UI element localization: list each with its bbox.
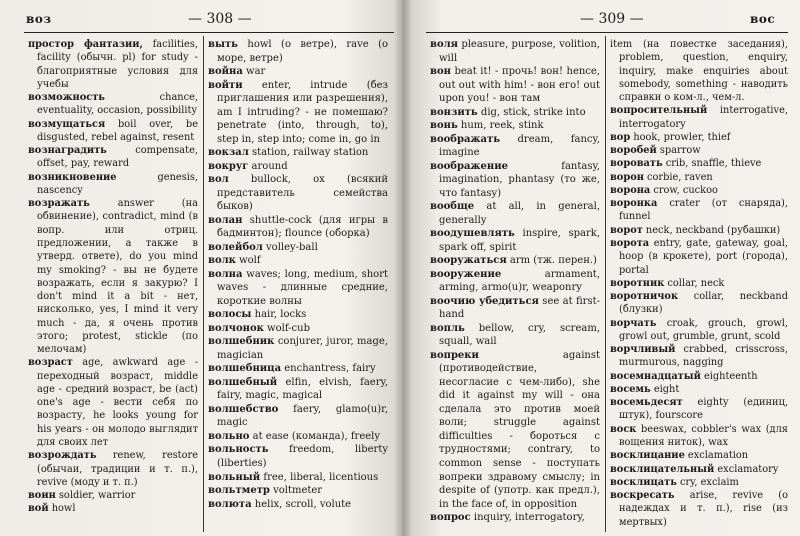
entry-headword: воротничок bbox=[610, 291, 679, 303]
right-page bbox=[402, 0, 800, 536]
entry-definition: around bbox=[248, 160, 288, 172]
entry-headword: возражать bbox=[28, 198, 90, 210]
entry-definition: chance, eventuality, occasion, possibility bbox=[37, 92, 198, 117]
entry-headword: воображать bbox=[430, 133, 500, 145]
dictionary-entry bbox=[430, 119, 600, 133]
entry-headword: вопрос bbox=[430, 512, 471, 524]
right-guide-word: вос bbox=[750, 12, 776, 26]
dictionary-entry bbox=[208, 484, 388, 498]
dictionary-entry bbox=[610, 463, 788, 476]
dictionary-entry bbox=[28, 449, 198, 489]
entry-headword: война bbox=[208, 66, 243, 78]
entry-definition: pleasure, purpose, volition, will bbox=[439, 39, 600, 64]
entry-headword: ворчать bbox=[610, 317, 657, 329]
left-guide-word: воз bbox=[26, 12, 52, 26]
dictionary-entry bbox=[28, 91, 198, 118]
entry-headword: восклицательный bbox=[610, 463, 715, 475]
dictionary-entry bbox=[208, 173, 388, 214]
dictionary-entry bbox=[610, 489, 788, 529]
dictionary-entry bbox=[430, 160, 600, 201]
entry-headword: волшебство bbox=[208, 403, 279, 415]
entry-definition: crow, cuckoo bbox=[650, 184, 718, 196]
entry-definition: crib, snaffle, thieve bbox=[662, 158, 762, 170]
dictionary-entry bbox=[208, 65, 388, 79]
entry-definition: age, awkward age - переходный возраст, middle age - средний возраст, be (act) one's age - вести себя по возрасту, he looks young for his years - он молодо выглядит для своих лет bbox=[37, 357, 198, 448]
dictionary-entry bbox=[28, 38, 198, 91]
entry-headword: войти bbox=[208, 79, 243, 91]
dictionary-entry bbox=[610, 144, 788, 157]
entry-headword: воровать bbox=[610, 158, 663, 170]
entry-definition: fantasy, imagination, phantasy (то же, что fantasy) bbox=[439, 160, 600, 199]
entry-headword: волан bbox=[208, 214, 243, 226]
entry-headword: вознаградить bbox=[28, 145, 107, 157]
entry-definition: wolf bbox=[235, 255, 261, 267]
dictionary-entry bbox=[208, 322, 388, 336]
entry-headword: вор bbox=[610, 131, 631, 143]
entry-headword: простор фантазии, bbox=[28, 39, 143, 50]
dictionary-entry bbox=[610, 104, 788, 131]
entry-definition: enter, intrude (без приглашения или разрешения), am I intruding? - не помешаю? penetrate (into, through, to), step in, step into; come in, go in bbox=[217, 79, 388, 145]
entry-definition: conjurer, juror, mage, magician bbox=[217, 336, 388, 361]
entry-definition: entry, gate, gateway, goal, hoop (в крокете), port (города), portal bbox=[619, 237, 788, 276]
dictionary-entry bbox=[208, 214, 388, 241]
entry-definition: hum, reek, stink bbox=[457, 120, 544, 132]
entry-headword: возраст bbox=[28, 357, 73, 369]
entry-definition: eight bbox=[650, 383, 680, 395]
entry-definition: arise, revive (о надеждах и т. п.), rise (из мертвых) bbox=[619, 490, 788, 528]
entry-headword: ворон bbox=[610, 171, 644, 183]
dictionary-entry bbox=[208, 335, 388, 362]
entry-definition: dream, fancy, imagine bbox=[439, 133, 600, 159]
entry-definition: shuttle-cock (для игры в бадминтон); flounce (оборка) bbox=[217, 214, 388, 240]
entry-definition: elfin, elvish, faery, fairy, magic, magical bbox=[217, 376, 388, 402]
entry-definition: neck, neckband (рубашки) bbox=[642, 224, 781, 236]
dictionary-entry bbox=[610, 476, 788, 489]
entry-headword: волк bbox=[208, 255, 236, 267]
dictionary-entry bbox=[610, 171, 788, 184]
entry-headword: воин bbox=[28, 490, 56, 502]
entry-definition: beeswax, cobbler's wax (для вощения ниток), wax bbox=[619, 423, 788, 448]
dictionary-entry bbox=[208, 376, 388, 403]
dictionary-entry bbox=[208, 403, 388, 430]
entry-definition: at ease (команда), freely bbox=[249, 430, 381, 442]
entry-definition: collar, neckband (блузки) bbox=[619, 291, 788, 316]
dictionary-entry bbox=[430, 254, 600, 268]
entry-definition: interrogative, interrogatory bbox=[619, 105, 788, 130]
entry-definition: freedom, liberty (liberties) bbox=[217, 444, 388, 469]
entry-headword: ворона bbox=[610, 184, 651, 196]
entry-headword: воротник bbox=[610, 277, 665, 289]
entry-definition: exclamation bbox=[684, 450, 749, 462]
dictionary-entry bbox=[610, 157, 788, 170]
entry-headword: вопросительный bbox=[610, 105, 708, 117]
dictionary-entry bbox=[610, 277, 788, 290]
entry-definition: station, railway station bbox=[248, 147, 369, 159]
dictionary-entry bbox=[610, 131, 788, 144]
dictionary-entry bbox=[208, 160, 388, 174]
entry-headword: вонзить bbox=[430, 106, 478, 118]
entry-headword: вольтметр bbox=[208, 485, 270, 497]
entry-definition: at all, in general, generally bbox=[439, 201, 600, 226]
dictionary-entry bbox=[430, 65, 600, 106]
entry-headword: волна bbox=[208, 268, 243, 280]
left-column-divider bbox=[203, 36, 204, 532]
entry-headword: волчонок bbox=[208, 322, 264, 334]
entry-headword: вой bbox=[28, 503, 49, 515]
right-page-number: — 309 — bbox=[580, 11, 644, 27]
dictionary-entry bbox=[28, 144, 198, 171]
entry-headword: волейбол bbox=[208, 241, 263, 253]
dictionary-entry bbox=[430, 268, 600, 295]
dictionary-entry bbox=[208, 443, 388, 470]
dictionary-entry bbox=[28, 489, 198, 502]
entry-headword: вол bbox=[208, 174, 229, 186]
entry-headword: вольно bbox=[208, 430, 250, 442]
dictionary-entry bbox=[430, 322, 600, 349]
entry-definition: war bbox=[242, 66, 266, 78]
entry-definition: dig, stick, strike into bbox=[477, 106, 586, 118]
entry-headword: волосы bbox=[208, 309, 252, 321]
entry-definition: item (на повестке заседания), problem, question, enquiry, inquiry, make enquiries about somebody, something - наводить справки о ком-л., чем-л. bbox=[610, 39, 788, 104]
entry-headword: ворота bbox=[610, 237, 650, 249]
right-column-2 bbox=[610, 38, 788, 529]
dictionary-entry bbox=[430, 200, 600, 227]
entry-definition: armament, arming, armo(u)r, weaponry bbox=[439, 268, 600, 294]
entry-definition: compensate, offset, pay, reward bbox=[37, 145, 198, 170]
entry-definition: eighteenth bbox=[700, 370, 758, 382]
dictionary-entry bbox=[208, 362, 388, 376]
entry-definition: genesis, nascency bbox=[37, 171, 198, 196]
dictionary-entry bbox=[208, 79, 388, 147]
entry-headword: воронка bbox=[610, 198, 658, 210]
entry-definition: howl bbox=[48, 503, 76, 515]
entry-definition: bellow, cry, scream, squall, wail bbox=[439, 322, 600, 348]
dictionary-entry bbox=[28, 118, 198, 145]
dictionary-entry bbox=[208, 241, 388, 255]
dictionary-entry bbox=[430, 38, 600, 65]
entry-headword: воодушевлять bbox=[430, 228, 515, 240]
entry-definition: inquiry, interrogatory, bbox=[470, 512, 585, 524]
entry-definition: free, liberal, licentious bbox=[260, 471, 379, 483]
entry-definition: volley-ball bbox=[262, 241, 318, 253]
dictionary-entry bbox=[610, 383, 788, 396]
dictionary-entry bbox=[28, 171, 198, 198]
entry-headword: воля bbox=[430, 39, 459, 50]
right-header-rule bbox=[426, 32, 788, 33]
entry-definition: arm (тж. перен.) bbox=[506, 255, 597, 267]
dictionary-entry bbox=[610, 423, 788, 450]
entry-definition: collar, neck bbox=[664, 277, 725, 289]
dictionary-entry bbox=[610, 38, 788, 104]
dictionary-entry bbox=[430, 227, 600, 254]
left-header-rule bbox=[24, 32, 394, 33]
entry-definition: hook, prowler, thief bbox=[630, 131, 731, 143]
dictionary-entry bbox=[28, 502, 198, 515]
dictionary-entry bbox=[610, 290, 788, 317]
right-column-1 bbox=[430, 38, 600, 525]
entry-definition: croak, grouch, growl, growl out, grumble, grunt, scold bbox=[619, 317, 788, 342]
dictionary-entry bbox=[208, 146, 388, 160]
entry-definition: faery, glamo(u)r, magic bbox=[217, 403, 388, 429]
dictionary-entry bbox=[610, 237, 788, 277]
entry-headword: возникновение bbox=[28, 171, 117, 183]
entry-definition: howl (о ветре), rave (о море, ветре) bbox=[217, 39, 388, 64]
dictionary-entry bbox=[430, 349, 600, 511]
entry-headword: волшебный bbox=[208, 376, 278, 388]
entry-definition: facilities, facility (обычн. pl) for study - благоприятные условия для учебы bbox=[37, 39, 198, 90]
entry-headword: вольный bbox=[208, 471, 261, 483]
entry-headword: ворот bbox=[610, 224, 643, 236]
entry-definition: wolf-cub bbox=[263, 322, 310, 334]
dictionary-entry bbox=[610, 224, 788, 237]
dictionary-entry bbox=[28, 356, 198, 449]
entry-headword: вопль bbox=[430, 322, 465, 334]
entry-headword: возмущаться bbox=[28, 118, 106, 130]
dictionary-entry bbox=[208, 268, 388, 309]
entry-headword: вольность bbox=[208, 444, 269, 456]
entry-definition: inspire, spark, spark off, spirit bbox=[439, 228, 600, 253]
entry-headword: восемнадцатый bbox=[610, 370, 701, 382]
entry-headword: воскресать bbox=[610, 490, 675, 502]
dictionary-entry bbox=[208, 430, 388, 444]
entry-headword: воск bbox=[610, 423, 637, 435]
dictionary-entry bbox=[610, 370, 788, 383]
entry-headword: восклицание bbox=[610, 450, 685, 462]
left-column-2 bbox=[208, 38, 388, 511]
entry-headword: возрождать bbox=[28, 450, 97, 462]
entry-headword: волюта bbox=[208, 498, 252, 510]
left-page-number: — 308 — bbox=[188, 11, 252, 27]
entry-headword: вооружение bbox=[430, 268, 502, 280]
entry-definition: answer (на обвинение), contradict, mind (в вопр. или отриц. предложении, а также в утверд. ответе), do you mind my smoking? - вы не будете возражать, если я закурю? I don't mind it a bit - нет, нисколько, yes, I mind it very much - да, я очень против этого; protest, stickle (по мелочам) bbox=[37, 198, 198, 356]
dictionary-entry bbox=[610, 317, 788, 344]
entry-headword: вооружаться bbox=[430, 255, 507, 267]
entry-headword: вонь bbox=[430, 120, 458, 132]
entry-definition: eighty (единиц, штук), fourscore bbox=[619, 397, 788, 422]
entry-definition: crabbed, crisscross, murmurous, nagging bbox=[619, 344, 788, 369]
left-column-1 bbox=[28, 38, 198, 516]
dictionary-entry bbox=[208, 38, 388, 65]
dictionary-entry bbox=[430, 295, 600, 322]
entry-definition: see at first-hand bbox=[439, 295, 600, 321]
dictionary-entry bbox=[610, 184, 788, 197]
entry-headword: воробей bbox=[610, 145, 657, 157]
entry-headword: восклицать bbox=[610, 476, 677, 488]
entry-definition: beat it! - прочь! вон! hence, out out with him! - вон его! out upon you! - вон там bbox=[439, 66, 600, 105]
entry-headword: вокзал bbox=[208, 147, 249, 159]
dictionary-entry bbox=[28, 197, 198, 356]
entry-definition: sparrow bbox=[656, 145, 701, 157]
entry-definition: renew, restore (обычаи, традиции и т. п.), revive (моду и т. п.) bbox=[37, 450, 198, 488]
entry-headword: выть bbox=[208, 39, 238, 50]
dictionary-entry bbox=[610, 396, 788, 423]
entry-definition: soldier, warrior bbox=[55, 490, 136, 502]
entry-headword: восемьдесят bbox=[610, 397, 683, 409]
entry-definition: corbie, raven bbox=[643, 171, 713, 183]
entry-headword: вокруг bbox=[208, 160, 249, 172]
entry-headword: воочию убедиться bbox=[430, 295, 539, 307]
entry-headword: вообще bbox=[430, 201, 475, 213]
entry-definition: exclamatory bbox=[714, 463, 779, 475]
entry-definition: hair, locks bbox=[251, 309, 307, 321]
dictionary-entry bbox=[430, 511, 600, 525]
entry-headword: вон bbox=[430, 66, 451, 78]
dictionary-entry bbox=[208, 254, 388, 268]
entry-headword: восемь bbox=[610, 383, 651, 395]
entry-definition: cry, exclaim bbox=[676, 476, 739, 488]
entry-definition: against (противодействие, несогласие с чем-либо), she did it against my will - она сделала это против моей воли; struggle against difficulties - бороться с трудностями; contrary, to common sense - поступать вопреки здравому смыслу; in despite of (употр. как предл.), in the face of, in opposition bbox=[439, 349, 600, 510]
dictionary-entry bbox=[430, 133, 600, 160]
entry-definition: helix, scroll, volute bbox=[251, 498, 352, 510]
dictionary-entry bbox=[610, 449, 788, 462]
dictionary-entry bbox=[208, 498, 388, 512]
entry-headword: ворчливый bbox=[610, 344, 676, 356]
entry-definition: enchantress, fairy bbox=[281, 363, 376, 375]
entry-definition: waves; long, medium, short waves - длинные средние, короткие волны bbox=[217, 268, 388, 307]
dictionary-entry bbox=[208, 308, 388, 322]
entry-headword: воображение bbox=[430, 160, 508, 172]
entry-headword: вопреки bbox=[430, 349, 479, 361]
entry-definition: boil over, be disgusted, rebel against, resent bbox=[37, 118, 198, 143]
entry-definition: voltmeter bbox=[269, 485, 323, 497]
right-column-divider bbox=[605, 36, 606, 532]
entry-headword: волшебница bbox=[208, 363, 282, 375]
dictionary-entry bbox=[610, 343, 788, 370]
entry-headword: волшебник bbox=[208, 336, 275, 348]
dictionary-entry bbox=[430, 106, 600, 120]
entry-definition: bullock, ox (всякий представитель семейства быков) bbox=[217, 174, 388, 213]
dictionary-entry bbox=[610, 197, 788, 224]
dictionary-entry bbox=[208, 471, 388, 485]
entry-definition: crater (от снаряда), funnel bbox=[619, 198, 788, 223]
entry-headword: возможность bbox=[28, 92, 105, 104]
